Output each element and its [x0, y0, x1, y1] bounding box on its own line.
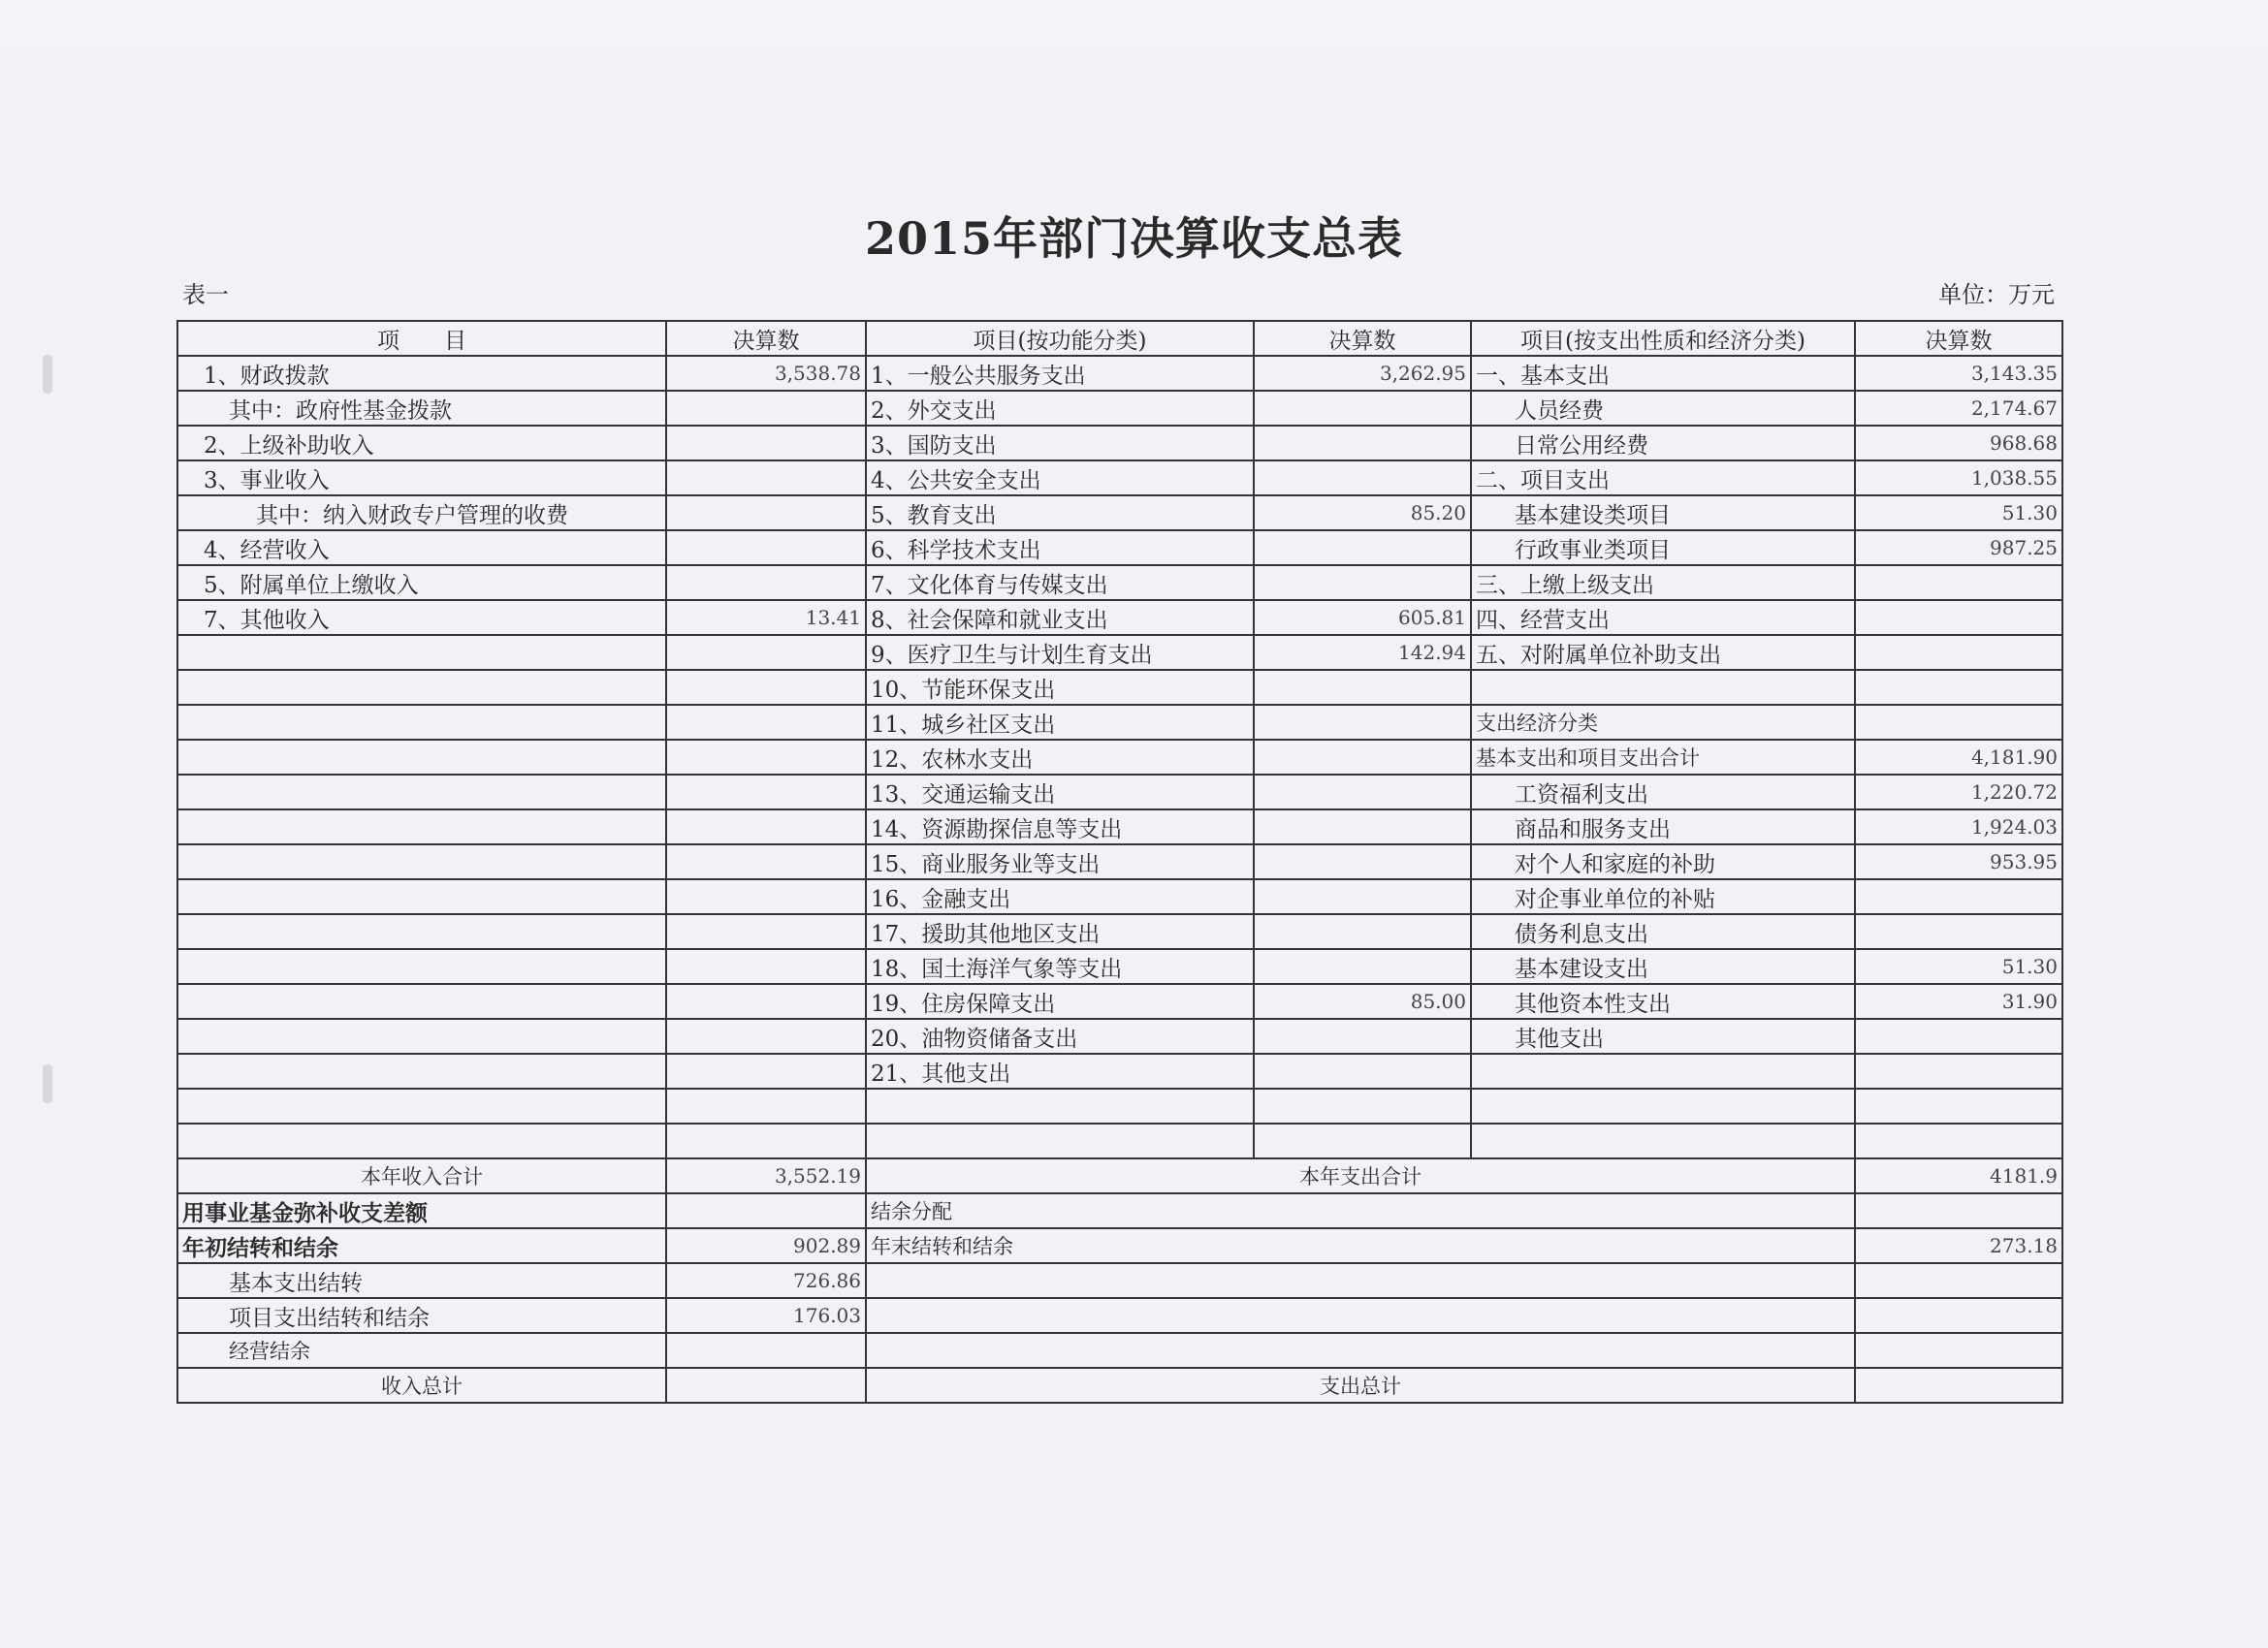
income-item	[177, 879, 666, 914]
functional-expense-amount	[1254, 1054, 1471, 1089]
expense-total-amount: 4181.9	[1855, 1158, 2062, 1193]
functional-expense-item: 11、城乡社区支出	[866, 705, 1254, 740]
table-row	[177, 635, 2062, 670]
income-item: 7、其他收入	[177, 600, 666, 635]
income-item	[177, 635, 666, 670]
economic-expense-item: 日常公用经费	[1471, 426, 1855, 460]
income-item: 5、附属单位上缴收入	[177, 565, 666, 600]
economic-expense-item: 基本建设支出	[1471, 949, 1855, 984]
economic-expense-amount: 1,038.55	[1855, 460, 2062, 495]
economic-expense-item	[1471, 1089, 1855, 1124]
economic-expense-item: 行政事业类项目	[1471, 530, 1855, 565]
table-row	[177, 426, 2062, 460]
economic-expense-amount: 953.95	[1855, 844, 2062, 879]
income-amount	[666, 984, 866, 1019]
table-row	[177, 670, 2062, 705]
income-item	[177, 1019, 666, 1054]
table-row	[177, 1124, 2062, 1158]
economic-expense-amount: 31.90	[1855, 984, 2062, 1019]
functional-expense-item: 19、住房保障支出	[866, 984, 1254, 1019]
economic-expense-item	[1471, 670, 1855, 705]
functional-expense-item: 15、商业服务业等支出	[866, 844, 1254, 879]
closing-balance-amount: 273.18	[1855, 1228, 2062, 1263]
blank-cell	[866, 1298, 1855, 1333]
economic-expense-amount	[1855, 705, 2062, 740]
economic-expense-amount	[1855, 1089, 2062, 1124]
income-total-label: 本年收入合计	[177, 1158, 666, 1193]
economic-expense-amount	[1855, 565, 2062, 600]
summary-row	[177, 1228, 2062, 1263]
functional-expense-item	[866, 1089, 1254, 1124]
economic-expense-amount: 968.68	[1855, 426, 2062, 460]
economic-expense-amount: 2,174.67	[1855, 391, 2062, 426]
income-item	[177, 949, 666, 984]
economic-expense-item: 基本建设类项目	[1471, 495, 1855, 530]
economic-expense-item: 商品和服务支出	[1471, 809, 1855, 844]
functional-expense-amount	[1254, 914, 1471, 949]
summary-row	[177, 1368, 2062, 1403]
functional-expense-item: 8、社会保障和就业支出	[866, 600, 1254, 635]
functional-expense-amount	[1254, 670, 1471, 705]
blank-cell	[1855, 1298, 2062, 1333]
income-item	[177, 670, 666, 705]
functional-expense-amount	[1254, 1124, 1471, 1158]
functional-expense-amount	[1254, 1019, 1471, 1054]
table-row	[177, 460, 2062, 495]
functional-expense-amount: 605.81	[1254, 600, 1471, 635]
economic-expense-item: 三、上缴上级支出	[1471, 565, 1855, 600]
economic-expense-amount: 987.25	[1855, 530, 2062, 565]
income-amount	[666, 670, 866, 705]
expense-grand-total-amount	[1855, 1368, 2062, 1403]
binder-hole	[43, 1064, 52, 1103]
income-item	[177, 914, 666, 949]
functional-expense-amount	[1254, 1089, 1471, 1124]
economic-expense-item: 一、基本支出	[1471, 356, 1855, 391]
summary-row	[177, 1193, 2062, 1228]
basic-carryover-amount: 726.86	[666, 1263, 866, 1298]
functional-expense-amount: 3,262.95	[1254, 356, 1471, 391]
economic-expense-amount	[1855, 600, 2062, 635]
blank-cell	[866, 1263, 1855, 1298]
economic-expense-item: 工资福利支出	[1471, 775, 1855, 809]
functional-expense-amount: 85.00	[1254, 984, 1471, 1019]
functional-expense-amount	[1254, 705, 1471, 740]
functional-expense-item: 5、教育支出	[866, 495, 1254, 530]
income-amount	[666, 844, 866, 879]
table-row	[177, 495, 2062, 530]
functional-expense-item: 7、文化体育与传媒支出	[866, 565, 1254, 600]
table-row	[177, 1089, 2062, 1124]
functional-expense-item: 14、资源勘探信息等支出	[866, 809, 1254, 844]
opening-balance-label: 年初结转和结余	[177, 1228, 666, 1263]
functional-expense-amount	[1254, 565, 1471, 600]
functional-expense-item: 13、交通运输支出	[866, 775, 1254, 809]
economic-expense-item	[1471, 1124, 1855, 1158]
header-amount: 决算数	[1254, 321, 1471, 356]
economic-expense-item: 支出经济分类	[1471, 705, 1855, 740]
project-carryover-amount: 176.03	[666, 1298, 866, 1333]
basic-carryover-label: 基本支出结转	[177, 1263, 666, 1298]
economic-expense-amount: 3,143.35	[1855, 356, 2062, 391]
economic-expense-item: 基本支出和项目支出合计	[1471, 740, 1855, 775]
economic-expense-amount: 4,181.90	[1855, 740, 2062, 775]
fund-offset-label: 用事业基金弥补收支差额	[177, 1193, 666, 1228]
income-item: 3、事业收入	[177, 460, 666, 495]
income-amount	[666, 809, 866, 844]
table-row	[177, 914, 2062, 949]
opening-balance-amount: 902.89	[666, 1228, 866, 1263]
income-amount	[666, 1054, 866, 1089]
functional-expense-amount	[1254, 460, 1471, 495]
functional-expense-amount	[1254, 775, 1471, 809]
income-amount	[666, 530, 866, 565]
economic-expense-item: 四、经营支出	[1471, 600, 1855, 635]
functional-expense-item: 17、援助其他地区支出	[866, 914, 1254, 949]
closing-balance-label: 年末结转和结余	[866, 1228, 1855, 1263]
economic-expense-amount: 51.30	[1855, 495, 2062, 530]
income-amount	[666, 426, 866, 460]
table-row	[177, 600, 2062, 635]
header-amount: 决算数	[1855, 321, 2062, 356]
economic-expense-amount	[1855, 635, 2062, 670]
economic-expense-amount	[1855, 670, 2062, 705]
functional-expense-item: 12、农林水支出	[866, 740, 1254, 775]
table-id: 表一	[182, 281, 229, 308]
blank-cell	[1855, 1263, 2062, 1298]
functional-expense-amount	[1254, 530, 1471, 565]
summary-row	[177, 1333, 2062, 1368]
unit-label: 单位：万元	[1938, 281, 2055, 308]
budget-summary-table	[176, 320, 2063, 1404]
table-row	[177, 391, 2062, 426]
expense-total-label: 本年支出合计	[866, 1158, 1855, 1193]
income-amount	[666, 565, 866, 600]
functional-expense-item: 21、其他支出	[866, 1054, 1254, 1089]
project-carryover-label: 项目支出结转和结余	[177, 1298, 666, 1333]
income-amount	[666, 740, 866, 775]
header-functional-item: 项目(按功能分类)	[866, 321, 1254, 356]
expense-grand-total-label: 支出总计	[866, 1368, 1855, 1403]
functional-expense-amount	[1254, 844, 1471, 879]
economic-expense-amount	[1855, 879, 2062, 914]
income-item: 其中：政府性基金拨款	[177, 391, 666, 426]
income-item	[177, 984, 666, 1019]
income-amount: 13.41	[666, 600, 866, 635]
blank-cell	[866, 1333, 1855, 1368]
functional-expense-amount	[1254, 426, 1471, 460]
income-item: 4、经营收入	[177, 530, 666, 565]
functional-expense-item: 10、节能环保支出	[866, 670, 1254, 705]
functional-expense-amount: 142.94	[1254, 635, 1471, 670]
table-row	[177, 1054, 2062, 1089]
income-amount: 3,538.78	[666, 356, 866, 391]
table-row	[177, 775, 2062, 809]
functional-expense-item: 6、科学技术支出	[866, 530, 1254, 565]
table-row	[177, 356, 2062, 391]
income-item	[177, 844, 666, 879]
summary-row	[177, 1158, 2062, 1193]
income-amount	[666, 495, 866, 530]
income-amount	[666, 914, 866, 949]
economic-expense-amount	[1855, 1054, 2062, 1089]
income-amount	[666, 1019, 866, 1054]
blank-cell	[1855, 1333, 2062, 1368]
income-grand-total-label: 收入总计	[177, 1368, 666, 1403]
income-amount	[666, 391, 866, 426]
income-amount	[666, 1124, 866, 1158]
functional-expense-item: 16、金融支出	[866, 879, 1254, 914]
functional-expense-amount	[1254, 809, 1471, 844]
binder-hole	[43, 355, 52, 394]
functional-expense-item: 18、国土海洋气象等支出	[866, 949, 1254, 984]
income-amount	[666, 949, 866, 984]
economic-expense-item: 二、项目支出	[1471, 460, 1855, 495]
economic-expense-item: 其他支出	[1471, 1019, 1855, 1054]
summary-row	[177, 1263, 2062, 1298]
table-row	[177, 705, 2062, 740]
document-title: 2015年部门决算收支总表	[864, 212, 1404, 265]
summary-row	[177, 1298, 2062, 1333]
income-item	[177, 775, 666, 809]
fund-offset-amount	[666, 1193, 866, 1228]
income-amount	[666, 1089, 866, 1124]
operating-surplus-amount	[666, 1333, 866, 1368]
income-amount	[666, 460, 866, 495]
income-amount	[666, 879, 866, 914]
surplus-distribution-label: 结余分配	[866, 1193, 1855, 1228]
surplus-distribution-amount	[1855, 1193, 2062, 1228]
table-row	[177, 949, 2062, 984]
income-amount	[666, 635, 866, 670]
table-row	[177, 984, 2062, 1019]
income-item	[177, 1054, 666, 1089]
table-row	[177, 565, 2062, 600]
economic-expense-item	[1471, 1054, 1855, 1089]
functional-expense-amount	[1254, 879, 1471, 914]
table-row	[177, 844, 2062, 879]
income-item: 1、财政拨款	[177, 356, 666, 391]
table-row	[177, 879, 2062, 914]
functional-expense-item: 3、国防支出	[866, 426, 1254, 460]
income-item	[177, 705, 666, 740]
functional-expense-amount	[1254, 391, 1471, 426]
functional-expense-item: 2、外交支出	[866, 391, 1254, 426]
economic-expense-amount: 1,220.72	[1855, 775, 2062, 809]
economic-expense-amount	[1855, 1019, 2062, 1054]
income-amount	[666, 705, 866, 740]
income-item: 其中：纳入财政专户管理的收费	[177, 495, 666, 530]
header-amount: 决算数	[666, 321, 866, 356]
functional-expense-amount	[1254, 949, 1471, 984]
income-item	[177, 809, 666, 844]
table-row	[177, 530, 2062, 565]
economic-expense-amount	[1855, 1124, 2062, 1158]
income-total-amount: 3,552.19	[666, 1158, 866, 1193]
functional-expense-item: 4、公共安全支出	[866, 460, 1254, 495]
economic-expense-item: 人员经费	[1471, 391, 1855, 426]
table-row	[177, 740, 2062, 775]
functional-expense-item: 9、医疗卫生与计划生育支出	[866, 635, 1254, 670]
economic-expense-amount: 1,924.03	[1855, 809, 2062, 844]
functional-expense-amount	[1254, 740, 1471, 775]
table-row	[177, 809, 2062, 844]
operating-surplus-label: 经营结余	[177, 1333, 666, 1368]
table-row	[177, 1019, 2062, 1054]
economic-expense-item: 对个人和家庭的补助	[1471, 844, 1855, 879]
income-item	[177, 740, 666, 775]
income-item	[177, 1089, 666, 1124]
economic-expense-item: 债务利息支出	[1471, 914, 1855, 949]
header-row	[177, 321, 2062, 356]
economic-expense-item: 五、对附属单位补助支出	[1471, 635, 1855, 670]
economic-expense-amount: 51.30	[1855, 949, 2062, 984]
income-item: 2、上级补助收入	[177, 426, 666, 460]
economic-expense-item: 对企事业单位的补贴	[1471, 879, 1855, 914]
income-item	[177, 1124, 666, 1158]
header-item: 项 目	[177, 321, 666, 356]
economic-expense-amount	[1855, 914, 2062, 949]
functional-expense-item	[866, 1124, 1254, 1158]
functional-expense-item: 1、一般公共服务支出	[866, 356, 1254, 391]
header-economic-item: 项目(按支出性质和经济分类)	[1471, 321, 1855, 356]
income-amount	[666, 775, 866, 809]
economic-expense-item: 其他资本性支出	[1471, 984, 1855, 1019]
functional-expense-amount: 85.20	[1254, 495, 1471, 530]
income-grand-total-amount	[666, 1368, 866, 1403]
functional-expense-item: 20、油物资储备支出	[866, 1019, 1254, 1054]
